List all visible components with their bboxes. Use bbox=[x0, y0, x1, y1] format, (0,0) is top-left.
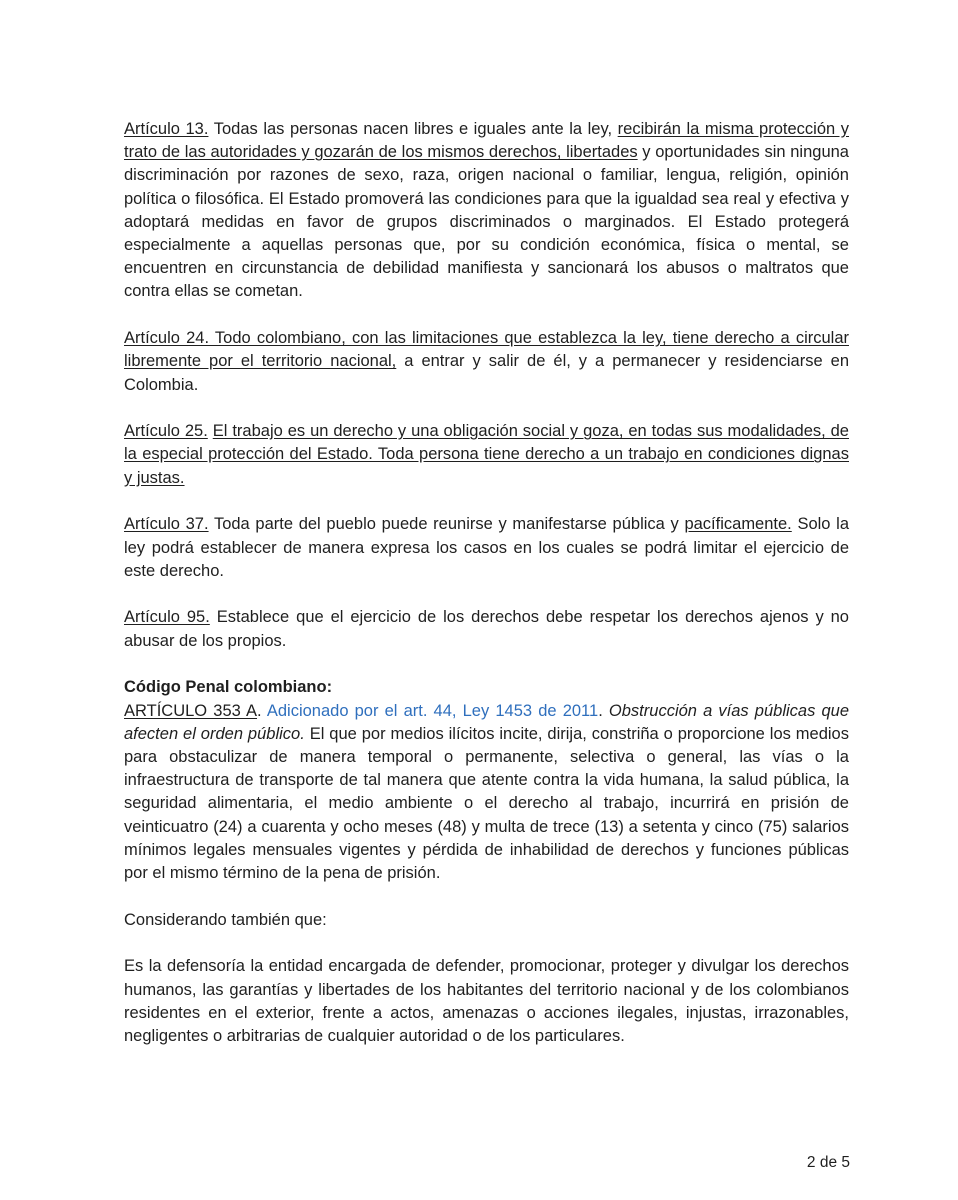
defensoria-paragraph: Es la defensoría la entidad encargada de defender, promocionar, proteger y divulgar los derechos humanos, las garantías y libertades de los habitantes del territorio nacional y de los colombianos residentes en el exterior, frente a actos, amenazas o acciones ilegales, injustas, irrazonables, negligentes o arbitrarias de cualquier autoridad o de los particulares. bbox=[124, 957, 849, 1045]
article-37-underlined-word: pacíficamente. bbox=[684, 515, 792, 534]
article-24-underlined-text: Artículo 24. Todo colombiano, con las limitaciones que establezca la ley, tiene derecho a circular libremente por el territorio nacional, bbox=[124, 329, 849, 371]
article-95-label: Artículo 95. bbox=[124, 608, 210, 627]
article-353a-dot2: . bbox=[598, 701, 609, 720]
article-13-text-start: Todas las personas nacen libres e iguales ante la ley, bbox=[208, 120, 618, 138]
article-37-text-start: Toda parte del pueblo puede reunirse y manifestarse pública y bbox=[208, 515, 685, 534]
article-24-text: a entrar y salir de él, y a permanecer y residenciarse en Colombia. bbox=[124, 352, 849, 394]
article-353a-label: ARTÍCULO 353 A bbox=[124, 701, 258, 720]
article-95-paragraph bbox=[124, 606, 849, 652]
article-13-underlined-text: recibirán la misma protección y trato de las autoridades y gozarán de los mismos derechos, libertades bbox=[124, 120, 850, 162]
article-353a-text: El que por medios ilícitos incite, dirija, constriña o proporcione los medios para obstaculizar de manera temporal o permanente, selectiva o general, las vías o la infraestructura de transporte de tal manera que atente contra la vida humana, la salud pública, la seguridad alimentaria, el medio ambiente o el derecho al trabajo, incurrirá en prisión de veinticuatro (24) a cuarenta y ocho meses (48) y multa de trece (13) a setenta y cinco (75) salarios mínimos legales mensuales vigentes y pérdida de inhabilidad de derechos y funciones públicas por el mismo término de la pena de prisión. bbox=[124, 724, 849, 882]
document-body bbox=[124, 118, 849, 1072]
page-number: 2 de 5 bbox=[806, 1154, 850, 1171]
article-37-paragraph bbox=[124, 513, 849, 583]
article-25-paragraph bbox=[124, 420, 849, 490]
article-37-text-end: Solo la ley podrá establecer de manera expresa los casos en los cuales se podrá limitar el ejercicio de este derecho. bbox=[124, 515, 849, 580]
article-37-label: Artículo 37. bbox=[124, 515, 209, 534]
article-13-paragraph bbox=[124, 118, 849, 304]
article-353a-paragraph bbox=[124, 700, 849, 886]
article-13-label: Artículo 13. bbox=[124, 120, 209, 138]
penal-code-heading: Código Penal colombiano: bbox=[124, 678, 333, 697]
article-95-text: Establece que el ejercicio de los derechos debe respetar los derechos ajenos y no abusar de los propios. bbox=[124, 608, 849, 650]
considering-line: Considerando también que: bbox=[124, 910, 327, 929]
article-24-paragraph bbox=[124, 327, 849, 397]
article-25-underlined-text: El trabajo es un derecho y una obligación social y goza, en todas sus modalidades, de la especial protección del Estado. Toda persona tiene derecho a un trabajo en condiciones dignas y justas. bbox=[124, 422, 849, 487]
article-13-text-end: y oportunidades sin ninguna discriminación por razones de sexo, raza, origen nacional o familiar, lengua, religión, opinión política o filosófica. El Estado promoverá las condiciones para que la igualdad sea real y efectiva y adoptará medidas en favor de grupos discriminados o marginados. El Estado protegerá especialmente a aquellas personas que, por su condición económica, física o mental, se encuentren en circunstancia de debilidad manifiesta y sancionará los abusos o maltratos que contra ellas se cometan. bbox=[124, 143, 849, 301]
amendment-link[interactable]: Adicionado por el art. 44, Ley 1453 de 2011 bbox=[266, 701, 599, 720]
article-353a-title: Obstrucción a vías públicas que afecten el orden público. bbox=[124, 701, 850, 743]
article-353a-dot: . bbox=[257, 701, 267, 720]
article-25-label: Artículo 25. bbox=[124, 422, 208, 441]
